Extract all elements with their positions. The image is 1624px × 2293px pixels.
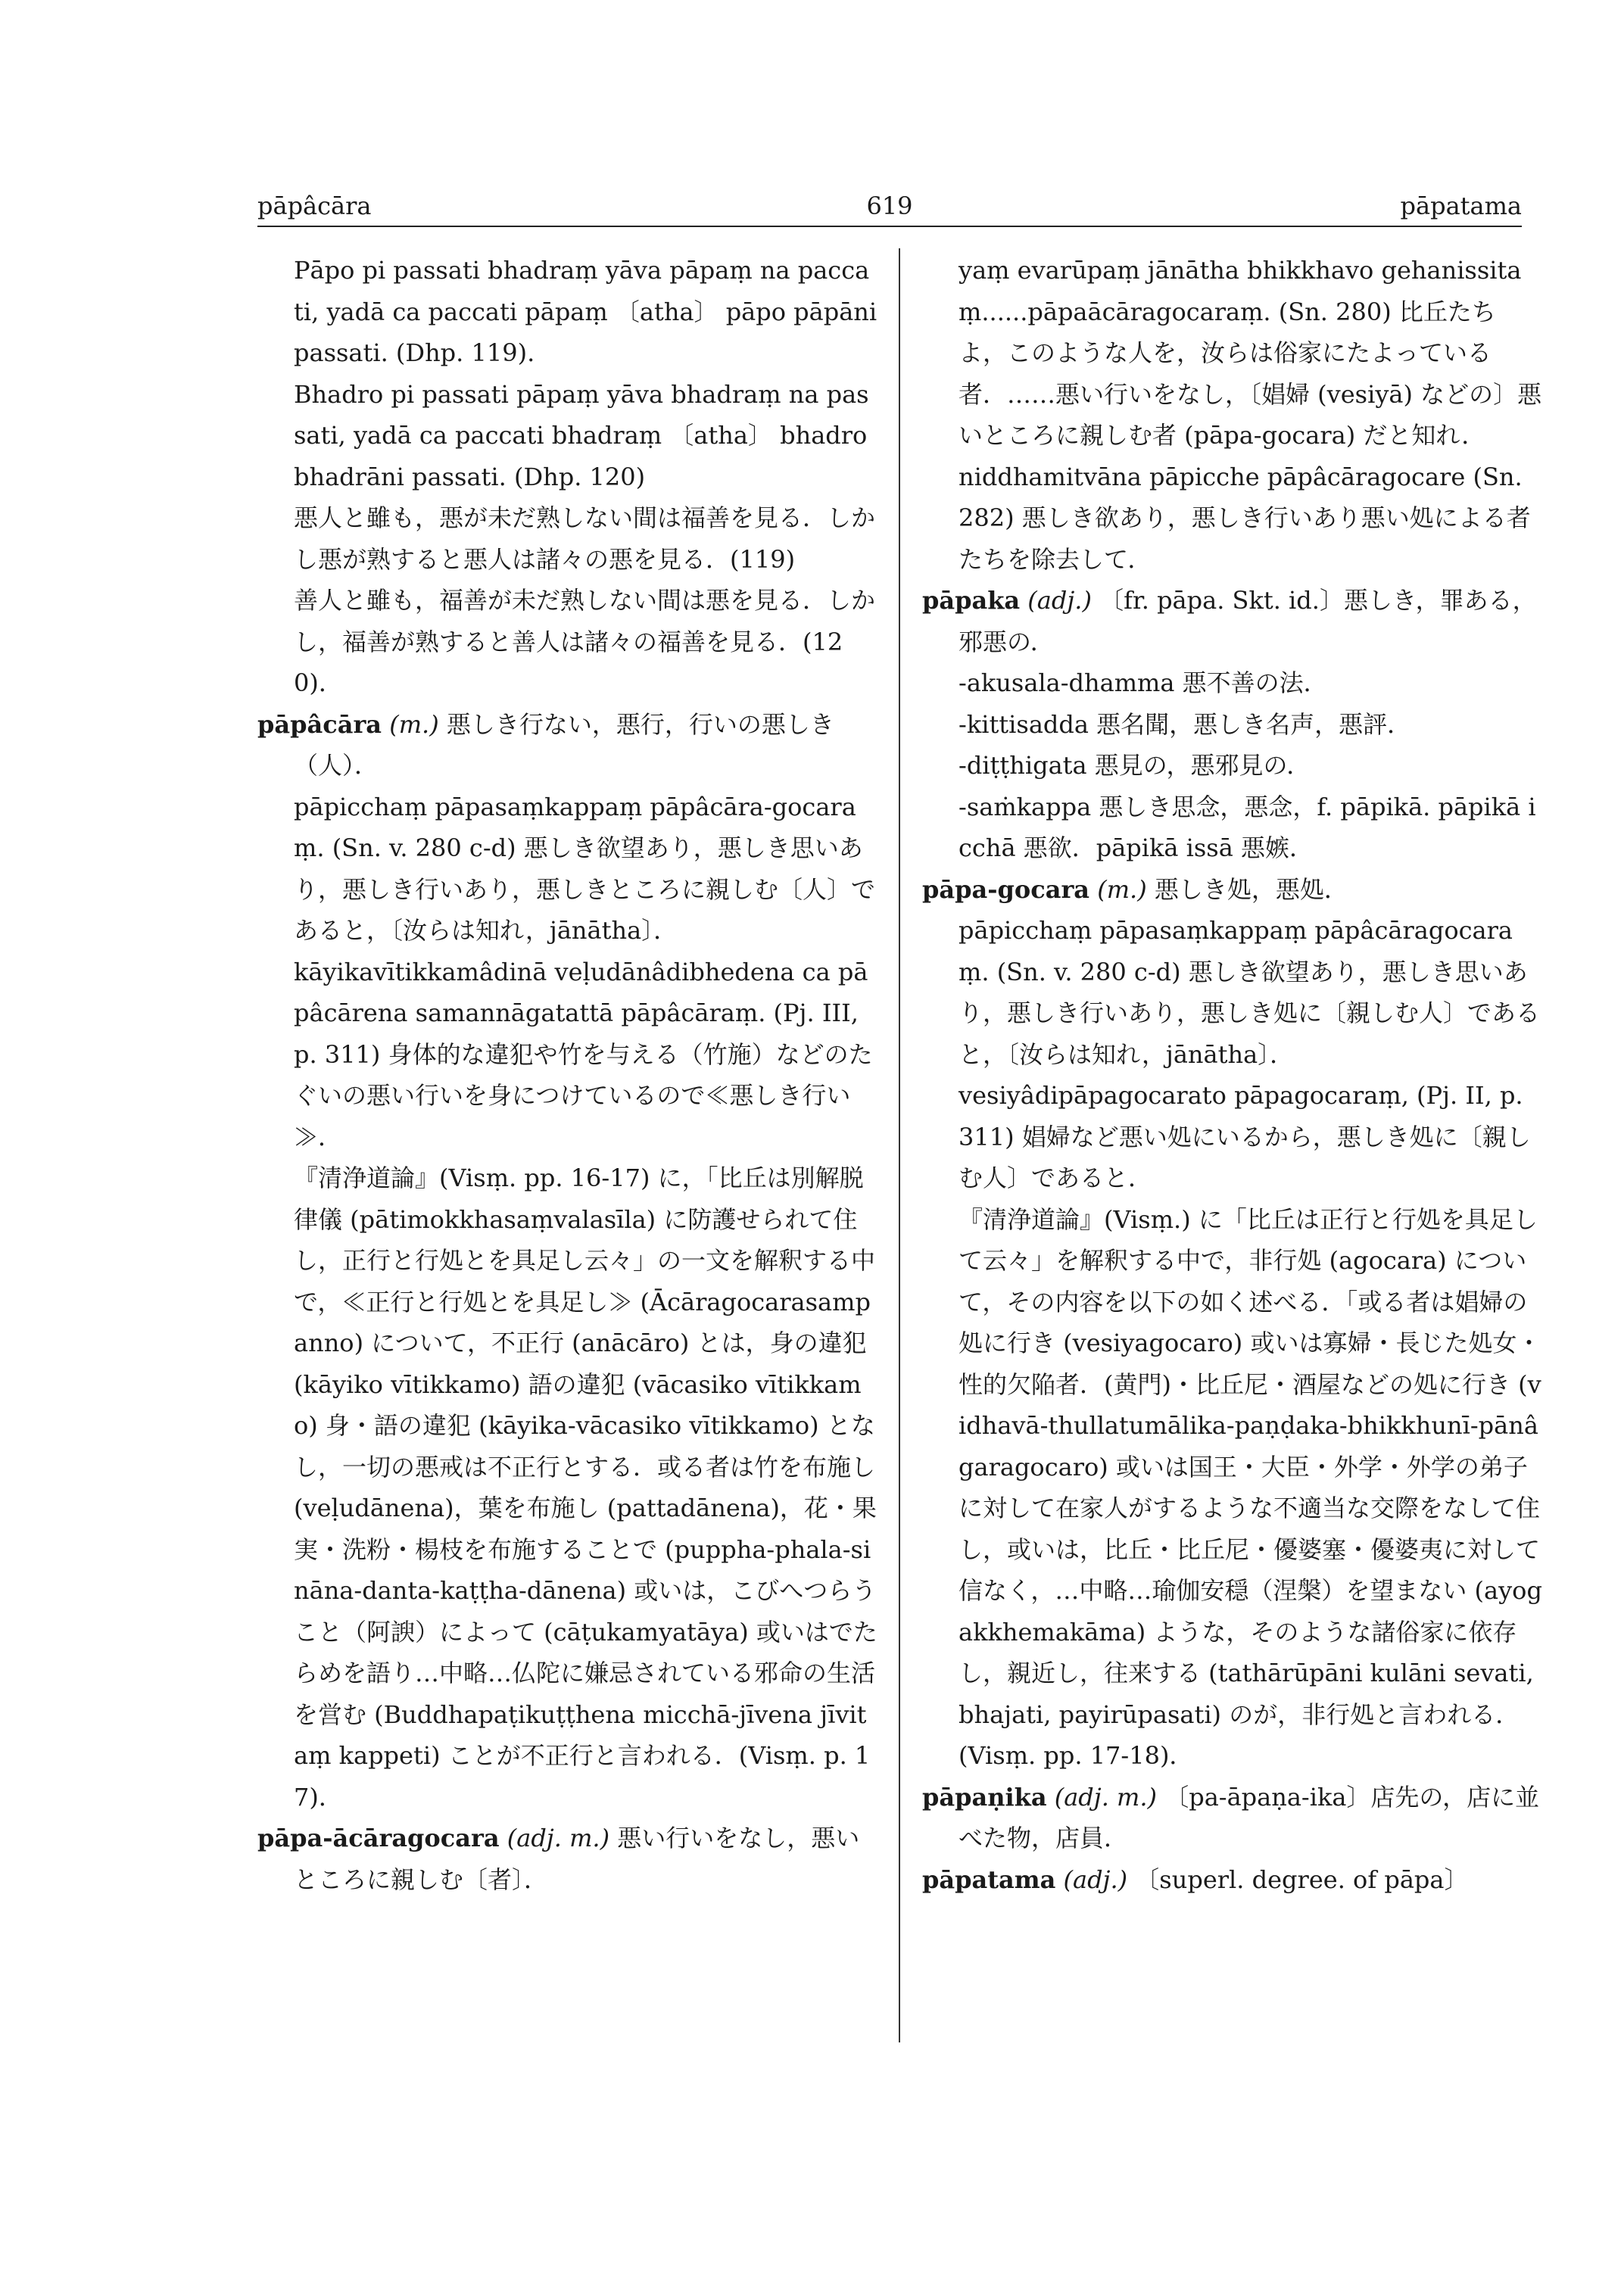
grammar-label: (adj. m.) — [507, 1824, 610, 1852]
running-head-right: pāpatama — [1400, 192, 1522, 220]
example-sn-280: pāpicchaṃ pāpasaṃkappaṃ pāpâcāra-gocaraṃ. (Sn. v. 280 c-d) 悪しき欲望あり，悪しき思いあり，悪しき行いあり，悪しきところに親しむ〔人〕であると，〔汝らは知れ，jānātha〕． — [294, 792, 876, 945]
left-column — [257, 250, 878, 1900]
definition: 〔superl. degree. of pāpa〕 — [1135, 1865, 1469, 1894]
example-vism: 『清浄道論』(Visṃ.) に「比丘は正行と行処を具足して云々」を解釈する中で，非行処 (agocara) について，その内容を以下の如く述べる．「或る者は娼婦の処に行き (vesiyagocaro) 或いは寡婦・長じた処女・性的欠陥者．(黄門)・比丘尼・酒屋などの処に行き (vidhavā-thullatumālika-paṇḍaka-bhikkhunī-pānâgaragocaro) 或いは国王・大臣・外学・外学の弟子に対して在家人がするような不適当な交際をなして住し，或いは，比丘・比丘尼・優婆塞・優婆夷に対して信なく，…中略…瑜伽安穏（涅槃）を望まない (ayogakkhemakāma) ような，そのような諸俗家に依存し，親近し，往来する (tathārūpāni kulāni sevati, bhajati, payirūpasati) のが，非行処と言われる．(Visṃ. pp. 17-18)． — [959, 1204, 1542, 1770]
grammar-label: (adj. m.) — [1054, 1782, 1158, 1812]
continuation-sn-282: niddhamitvāna pāpicche pāpâcāragocare (Sn. 282) 悪しき欲あり，悪しき行いあり悪い処による者たちを除去して． — [959, 462, 1531, 574]
definition: 悪い行いをなし，悪いところに親しむ〔者〕． — [294, 1824, 860, 1894]
grammar-label: (m.) — [1097, 874, 1147, 904]
definition: 悪しき処，悪処． — [1154, 874, 1348, 904]
definition: 〔fr. pāpa. Skt. id.〕悪しき，罪ある，邪悪の． — [959, 586, 1537, 656]
page-header — [257, 189, 1522, 232]
example-vism: 『清浄道論』(Visṃ. pp. 16-17) に，「比丘は別解脱律儀 (pātimokkhasaṃvalasīla) に防護せられて住し，正行と行処とを具足し云々」の一文を解釈する中で，≪正行と行処とを具足し≫ (Ācāragocarasampanno) について，不正行 (anācāro) とは，身の違犯 (kāyiko vītikkamo) 語の違犯 (vācasiko vītikkamo) 身・語の違犯 (kāyika-vācasiko vītikkamo) となし，一切の悪戒は不正行とする．或る者は竹を布施し (veḷudānena)，葉を布施し (pattadānena)，花・果実・洗粉・楊枝を布施することで (puppha-phala-sināna-danta-kaṭṭha-dānena) 或いは，こびへつらうこと（阿諛）によって (cāṭukamyatāya) 或いはでたらめを語り…中略…仏陀に嫌忌されている邪命の生活を営む (Buddhapaṭikuṭṭhena micchā-jīvena jīvitaṃ kappeti) ことが不正行と言われる．(Visṃ. p. 17)． — [294, 1164, 877, 1812]
quote-dhp-119: Pāpo pi passati bhadraṃ yāva pāpaṃ na paccati, yadā ca paccati pāpaṃ 〔atha〕 pāpo pāpāni passati. (Dhp. 119). — [294, 256, 877, 367]
headword: pāpâcāra — [257, 709, 382, 739]
headword: pāpa-gocara — [922, 874, 1090, 904]
entry-papa-gocara — [922, 869, 1543, 911]
entry-papatama — [922, 1859, 1543, 1901]
example-pj-311: kāyikavītikkamâdinā veḷudānâdibhedena ca pāpâcārena samannāgatattā pāpâcāraṃ. (Pj. III, p. 311) 身体的な違犯や竹を与える（竹施）などのたぐいの悪い行いを身につけているので≪悪しき行い≫． — [294, 957, 873, 1151]
headword: pāpaṇika — [922, 1782, 1047, 1812]
definition: 悪しき行ない，悪行，行いの悪しき（人）． — [294, 709, 834, 780]
compound-akusala-dhamma: -akusala-dhamma 悪不善の法． — [959, 668, 1328, 697]
example-sn-280: pāpicchaṃ pāpasaṃkappaṃ pāpâcāragocaraṃ. (Sn. v. 280 c-d) 悪しき欲望あり，悪しき思いあり，悪しき行いあり，悪しき処に〔親しむ人〕であると，〔汝らは知れ，jānātha〕． — [959, 916, 1541, 1069]
entry-papanika — [922, 1777, 1543, 1859]
compound-ditthigata: -diṭṭhigata 悪見の，悪邪見の． — [959, 751, 1311, 780]
definition: 〔pa-āpaṇa-ika〕店先の，店に並べた物，店員． — [959, 1782, 1540, 1852]
headword: pāpaka — [922, 586, 1021, 615]
example-pj-ii-311: vesiyâdipāpagocarato pāpagocaraṃ, (Pj. II, p. 311) 娼婦など悪い処にいるから，悪しき処に〔親しむ人〕であると． — [959, 1081, 1531, 1192]
header-rule — [257, 226, 1522, 227]
quote-dhp-120: Bhadro pi passati pāpaṃ yāva bhadraṃ na passati, yadā ca paccati bhadraṃ 〔atha〕 bhadro bhadrāni passati. (Dhp. 120) — [294, 379, 869, 491]
right-column — [922, 250, 1543, 1900]
column-divider — [899, 248, 900, 2042]
headword: pāpa-ācāragocara — [257, 1824, 500, 1852]
running-head-left: pāpâcāra — [257, 192, 372, 220]
compound-samkappa: -saṁkappa 悪しき思念，悪念，f. pāpikā. pāpikā icchā 悪欲．pāpikā issā 悪嫉． — [959, 792, 1536, 862]
continuation-sn-280: yaṃ evarūpaṃ jānātha bhikkhavo gehanissitaṃ......pāpaācāragocaraṃ. (Sn. 280) 比丘たちよ，このような人を，汝らは俗家にたよっている者．……悪い行いをなし，〔娼婦 (vesiyā) などの〕悪いところに親しむ者 (pāpa-gocara) だと知れ． — [959, 256, 1542, 450]
translation-119: 悪人と雖も，悪が未だ熟しない間は福善を見る．しかし悪が熟すると悪人は諸々の悪を見る．(119) — [294, 503, 876, 574]
translation-120: 善人と雖も，福善が未だ熟しない間は悪を見る．しかし，福善が熟すると善人は諸々の福善を見る．(120)． — [294, 586, 876, 697]
entry-papaka — [922, 580, 1543, 662]
headword: pāpatama — [922, 1865, 1056, 1894]
compound-kittisadda: -kittisadda 悪名聞，悪しき名声，悪評． — [959, 709, 1412, 739]
grammar-label: (adj.) — [1063, 1865, 1128, 1894]
entry-papacara — [257, 704, 878, 787]
entry-papa-acaragocara — [257, 1818, 878, 1900]
page-number: 619 — [866, 192, 913, 220]
grammar-label: (m.) — [389, 709, 439, 739]
grammar-label: (adj.) — [1027, 586, 1092, 615]
